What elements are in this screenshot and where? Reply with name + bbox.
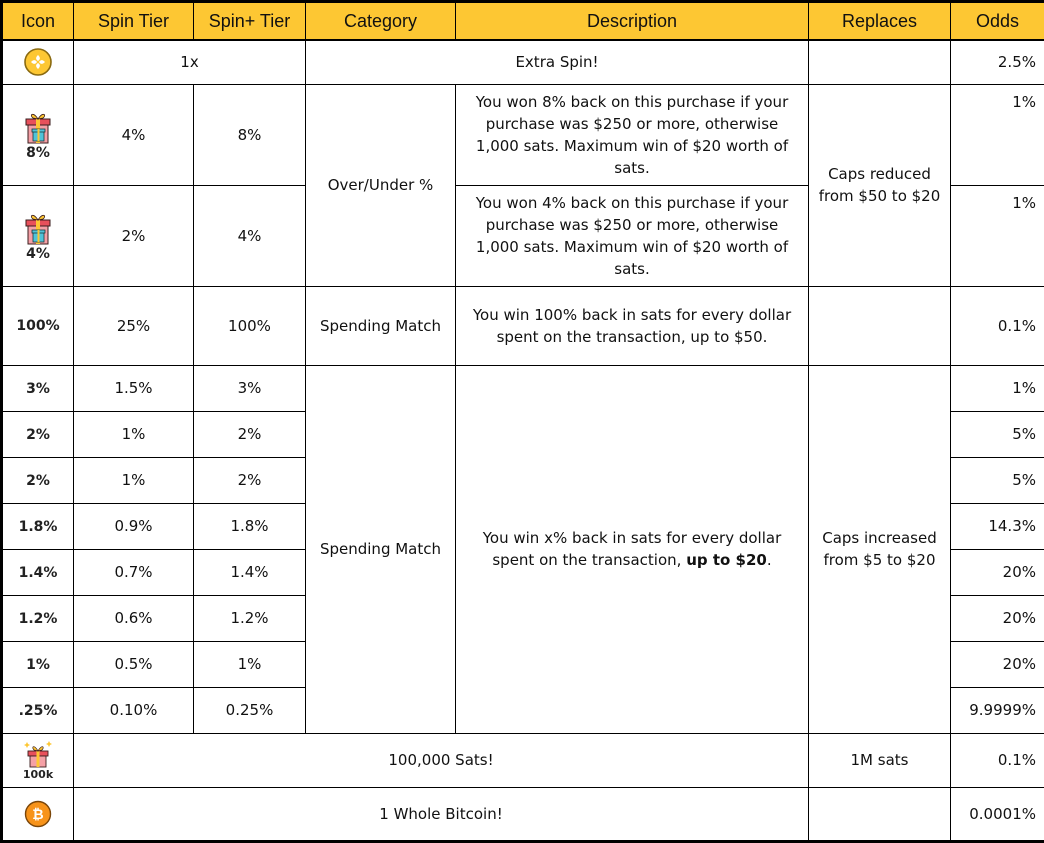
icon-cell — [2, 457, 74, 503]
svg-text:₿: ₿ — [32, 807, 43, 823]
description-cell: 1 Whole Bitcoin! — [74, 787, 809, 841]
table-row — [2, 286, 1044, 365]
gift-icon-label: 8% — [26, 146, 50, 160]
odds-cell: 14.3% — [951, 503, 1044, 549]
description-text: You win x% back in sats for every dollar spent on the transaction, — [483, 529, 782, 569]
spin-plus-tier-cell: 3% — [194, 365, 306, 411]
replaces-cell — [809, 787, 951, 841]
percent-icon: 3% — [26, 381, 50, 397]
category-cell: Spending Match — [306, 286, 456, 365]
description-bold-text: up to $20 — [686, 551, 767, 569]
spin-plus-tier-cell: 1.2% — [194, 595, 306, 641]
icon-cell — [2, 40, 74, 84]
description-cell: Extra Spin! — [306, 40, 809, 84]
percent-icon: 2% — [26, 473, 50, 489]
spin-tier-cell: 1.5% — [74, 365, 194, 411]
description-end-text: . — [767, 551, 772, 569]
spin-tier-cell: 4% — [74, 84, 194, 185]
header-icon: Icon — [2, 2, 74, 41]
gift-icon-label: 100k — [23, 769, 53, 780]
spin-tier-cell: 0.9% — [74, 503, 194, 549]
percent-icon: 1.8% — [19, 519, 58, 535]
description-cell: You won 4% back on this purchase if your purchase was $250 or more, otherwise 1,000 sats. Maximum win of $20 worth of sats. — [456, 185, 809, 286]
replaces-cell: Caps reduced from $50 to $20 — [809, 84, 951, 286]
odds-cell: 2.5% — [951, 40, 1044, 84]
odds-cell: 9.9999% — [951, 687, 1044, 733]
replaces-cell — [809, 40, 951, 84]
table-row — [2, 365, 1044, 411]
spin-tier-cell: 0.7% — [74, 549, 194, 595]
odds-cell: 0.0001% — [951, 787, 1044, 841]
odds-cell: 1% — [951, 84, 1044, 185]
spin-plus-tier-cell: 0.25% — [194, 687, 306, 733]
replaces-cell — [809, 286, 951, 365]
gift-icon — [3, 109, 73, 160]
header-description: Description — [456, 2, 809, 41]
percent-icon: 100% — [16, 318, 59, 334]
percent-icon: 1.4% — [19, 565, 58, 581]
header-category: Category — [306, 2, 456, 41]
header-spin-tier: Spin Tier — [74, 2, 194, 41]
spin-tier-cell: 25% — [74, 286, 194, 365]
icon-cell — [2, 733, 74, 787]
odds-cell: 1% — [951, 365, 1044, 411]
odds-cell: 20% — [951, 549, 1044, 595]
icon-cell — [2, 549, 74, 595]
percent-icon: 2% — [26, 427, 50, 443]
spin-plus-tier-cell: 2% — [194, 411, 306, 457]
percent-icon: .25% — [19, 703, 58, 719]
gift-icon — [3, 210, 73, 261]
table-row — [2, 84, 1044, 185]
odds-cell: 0.1% — [951, 733, 1044, 787]
percent-icon: 1.2% — [19, 611, 58, 627]
spin-plus-tier-cell: 1.4% — [194, 549, 306, 595]
header-spin-plus-tier: Spin+ Tier — [194, 2, 306, 41]
icon-cell — [2, 84, 74, 185]
odds-cell: 1% — [951, 185, 1044, 286]
icon-cell — [2, 687, 74, 733]
odds-cell: 5% — [951, 411, 1044, 457]
yellow-coin-icon — [23, 47, 53, 77]
spin-tier-cell: 0.5% — [74, 641, 194, 687]
table-row — [2, 733, 1044, 787]
icon-cell — [2, 185, 74, 286]
icon-cell — [2, 503, 74, 549]
spin-tier-cell: 0.6% — [74, 595, 194, 641]
tier-cell: 1x — [74, 40, 306, 84]
gift-icon-label: 4% — [26, 247, 50, 261]
icon-cell — [2, 411, 74, 457]
table-row — [2, 787, 1044, 841]
category-cell: Spending Match — [306, 365, 456, 733]
spin-tier-cell: 2% — [74, 185, 194, 286]
odds-cell: 5% — [951, 457, 1044, 503]
icon-cell — [2, 787, 74, 841]
icon-cell — [2, 365, 74, 411]
odds-cell: 20% — [951, 641, 1044, 687]
icon-cell — [2, 595, 74, 641]
icon-cell — [2, 641, 74, 687]
header-replaces: Replaces — [809, 2, 951, 41]
spin-plus-tier-cell: 100% — [194, 286, 306, 365]
bitcoin-icon — [24, 800, 52, 828]
spin-plus-tier-cell: 2% — [194, 457, 306, 503]
icon-cell — [2, 286, 74, 365]
description-cell: You won 8% back on this purchase if your purchase was $250 or more, otherwise 1,000 sats. Maximum win of $20 worth of sats. — [456, 84, 809, 185]
header-odds: Odds — [951, 2, 1044, 41]
description-cell — [456, 365, 809, 733]
header-row — [2, 2, 1044, 41]
description-cell: You win 100% back in sats for every dollar spent on the transaction, up to $50. — [456, 286, 809, 365]
spin-plus-tier-cell: 8% — [194, 84, 306, 185]
spin-tier-cell: 0.10% — [74, 687, 194, 733]
spin-tier-cell: 1% — [74, 411, 194, 457]
spin-plus-tier-cell: 1% — [194, 641, 306, 687]
replaces-cell: Caps increased from $5 to $20 — [809, 365, 951, 733]
table-row — [2, 40, 1044, 84]
percent-icon: 1% — [26, 657, 50, 673]
sparkle-gift-icon — [3, 740, 73, 780]
description-cell: 100,000 Sats! — [74, 733, 809, 787]
category-cell: Over/Under % — [306, 84, 456, 286]
spin-tier-cell: 1% — [74, 457, 194, 503]
spin-plus-tier-cell: 1.8% — [194, 503, 306, 549]
odds-cell: 0.1% — [951, 286, 1044, 365]
spin-plus-tier-cell: 4% — [194, 185, 306, 286]
odds-cell: 20% — [951, 595, 1044, 641]
replaces-cell: 1M sats — [809, 733, 951, 787]
